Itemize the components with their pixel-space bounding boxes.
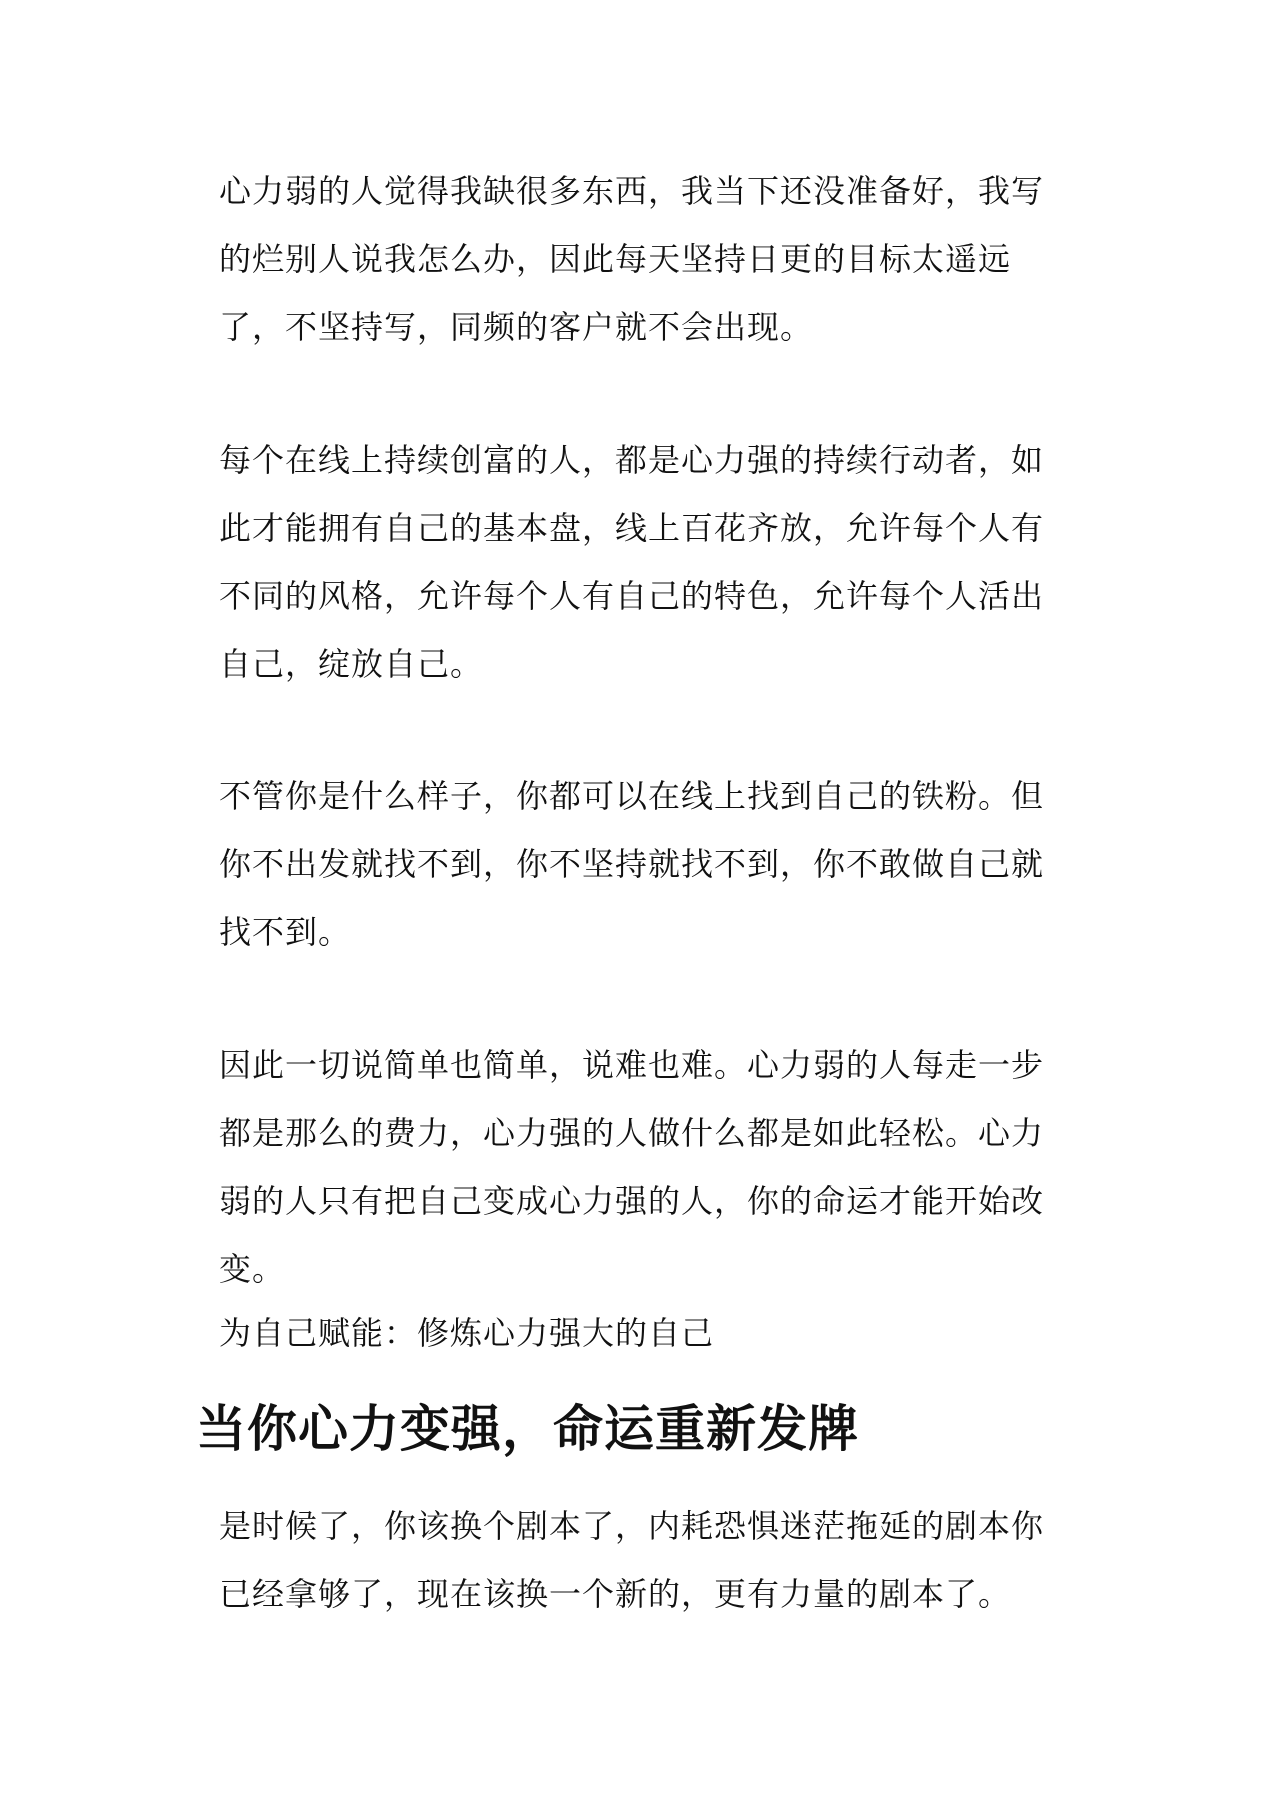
section-heading: 当你心力变强，命运重新发牌	[196, 1399, 859, 1458]
paragraph-weak-mind: 心力弱的人觉得我缺很多东西，我当下还没准备好，我写的烂别人说我怎么办，因此每天坚持日更的目标太遥远了，不坚持写，同频的客户就不会出现。	[219, 172, 1045, 346]
paragraph-simple-and-hard: 因此一切说简单也简单，说难也难。心力弱的人每走一步都是那么的费力，心力强的人做什么都是如此轻松。心力弱的人只有把自己变成心力强的人，你的命运才能开始改变。	[219, 1046, 1045, 1288]
paragraph-online-creators: 每个在线上持续创富的人，都是心力强的持续行动者，如此才能拥有自己的基本盘，线上百花齐放，允许每个人有不同的风格，允许每个人有自己的特色，允许每个人活出自己，绽放自己。	[219, 441, 1045, 683]
paragraph-find-fans: 不管你是什么样子，你都可以在线上找到自己的铁粉。但你不出发就找不到，你不坚持就找不到，你不敢做自己就找不到。	[219, 777, 1045, 951]
paragraph-new-script: 是时候了，你该换个剧本了，内耗恐惧迷茫拖延的剧本你已经拿够了，现在该换一个新的，更有力量的剧本了。	[219, 1507, 1045, 1613]
paragraph-empower-yourself: 为自己赋能：修炼心力强大的自己	[219, 1314, 715, 1352]
